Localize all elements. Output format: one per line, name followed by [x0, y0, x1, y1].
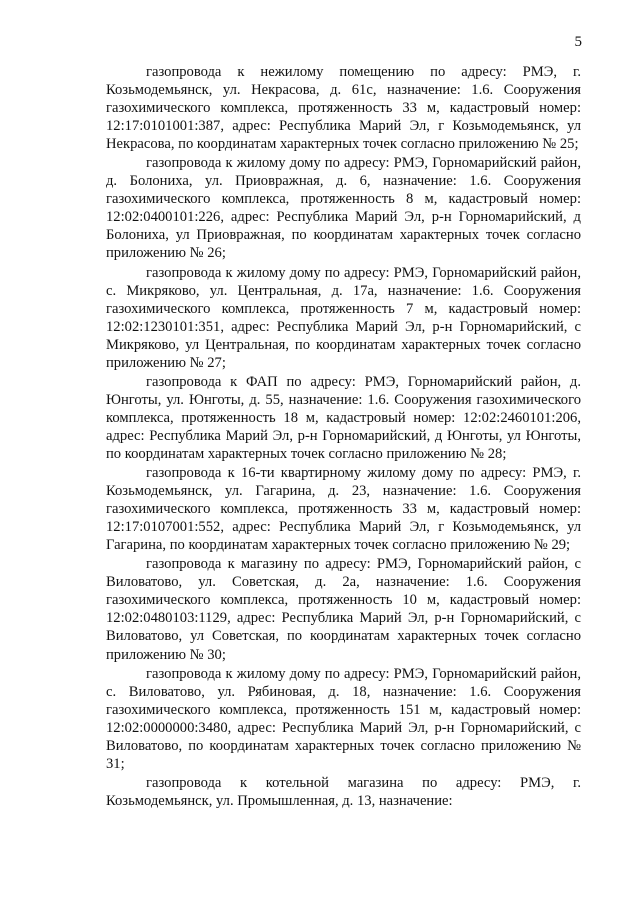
paragraph: газопровода к жилому дому по адресу: РМЭ, Горномарийский район, с. Микряково, ул. Центральная, д. 17а, назначение: 1.6. Сооружения газохимического комплекса, протяженность 7 м, кадастровый номер: 12:02:1230101:351, адрес: Республика Марий Эл, р-н Горномарийский, с Микряково, ул Центральная, по координатам характерных точек согласно приложению № 27;	[106, 264, 581, 371]
paragraph: газопровода к 16-ти квартирному жилому дому по адресу: РМЭ, г. Козьмодемьянск, ул. Гагарина, д. 23, назначение: 1.6. Сооружения газохимического комплекса, протяженность 33 м, кадастровый номер: 12:17:0107001:552, адрес: Республика Марий Эл, г Козьмодемьянск, ул Гагарина, по координатам характерных точек согласно приложению № 29;	[106, 465, 581, 554]
paragraph: газопровода к ФАП по адресу: РМЭ, Горномарийский район, д. Юнготы, ул. Юнготы, д. 55, назначение: 1.6. Сооружения газохимического комплекса, протяженность 18 м, кадастровый номер: 12:02:2460101:206, адрес: Республика Марий Эл, р-н Горномарийский, д Юнготы, ул Юнготы, по координатам характерных точек согласно приложению № 28;	[106, 373, 581, 462]
paragraph: газопровода к котельной магазина по адресу: РМЭ, г. Козьмодемьянск, ул. Промышленная, д. 13, назначение:	[106, 774, 581, 809]
paragraph: газопровода к жилому дому по адресу: РМЭ, Горномарийский район, д. Болониха, ул. Приовражная, д. 6, назначение: 1.6. Сооружения газохимического комплекса, протяженность 8 м, кадастровый номер: 12:02:0400101:226, адрес: Республика Марий Эл, р-н Горномарийский, д Болониха, ул Приовражная, по координатам характерных точек согласно приложению № 26;	[106, 155, 581, 262]
page-number: 5	[574, 34, 582, 50]
paragraph: газопровода к жилому дому по адресу: РМЭ, Горномарийский район, с. Виловатово, ул. Рябиновая, д. 18, назначение: 1.6. Сооружения газохимического комплекса, протяженность 151 м, кадастровый номер: 12:02:0000000:3480, адрес: Республика Марий Эл, р-н Горномарийский, с Виловатово, по координатам характерных точек согласно приложению № 31;	[106, 665, 581, 772]
paragraph: газопровода к нежилому помещению по адресу: РМЭ, г. Козьмодемьянск, ул. Некрасова, д. 61с, назначение: 1.6. Сооружения газохимического комплекса, протяженность 33 м, кадастровый номер: 12:17:0101001:387, адрес: Республика Марий Эл, г Козьмодемьянск, ул Некрасова, по координатам характерных точек согласно приложению № 25;	[106, 64, 581, 153]
paragraph: газопровода к магазину по адресу: РМЭ, Горномарийский район, с Виловатово, ул. Советская, д. 2а, назначение: 1.6. Сооружения газохимического комплекса, протяженность 10 м, кадастровый номер: 12:02:0480103:1129, адрес: Республика Марий Эл, р-н Горномарийский, с Виловатово, ул Советская, по координатам характерных точек согласно приложению № 30;	[106, 556, 581, 663]
document-body	[106, 63, 581, 811]
